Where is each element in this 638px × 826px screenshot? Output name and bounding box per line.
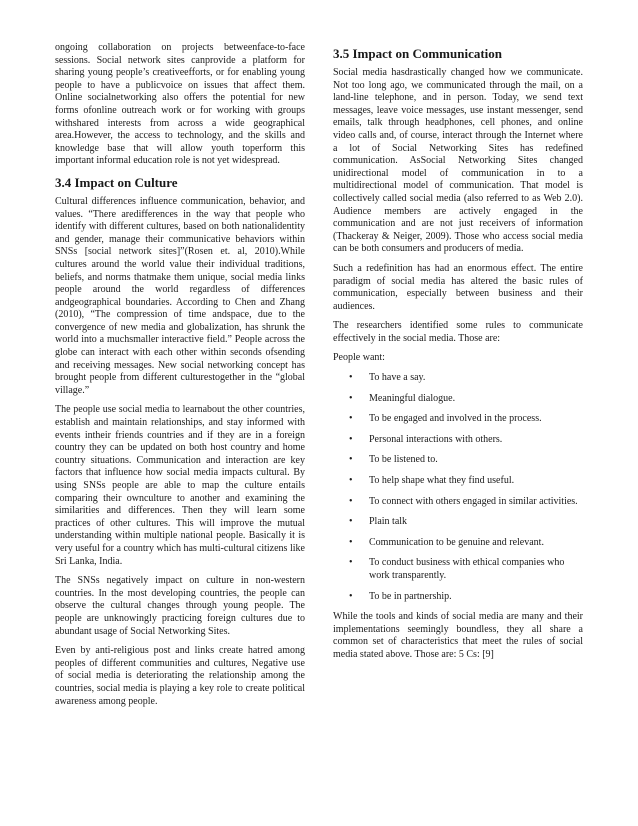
list-item-text: To connect with others engaged in similar activities. [369,495,578,507]
bullet-icon: • [349,372,353,384]
list-item [349,516,583,529]
paragraph-culture-3: The SNSs negatively impact on culture in non-western countries. In the most developing countries, the people can observe the cultural changes through young people. The people are unknowingly practicing foreign cultures due to abundant usage of Social Networking Sites. [55,575,305,637]
bullet-icon: • [349,590,353,602]
paragraph-culture-1: Cultural differences influence communication, behavior, and values. “There aredifferences in the way that people who identify with different cultures, based on both nationalidentity and gender, manage their communicative behaviors within SNSs [social network sites]”(Rosen et. al, 2010).While cultures around the world value their individual traditions, beliefs, and norms thatmake them unique, social media links people around the world regardless of differences andgeographical boundaries. According to Chen and Zhang (2010), “The compression of time andspace, due to the convergence of new media and globalization, has shrunk the world into a muchsmaller interactive field.” People across the globe can interact with each other within seconds ofsending and receiving messages. New social networking concept has brought people from different culturestogether in the “global village.” [55,195,305,396]
bullet-icon: • [349,433,353,445]
bullet-icon: • [349,413,353,425]
paragraph-culture-4: Even by anti-religious post and links create hatred among peoples of different communities and cultures, Negative use of social media is deteriorating the relationship among the countries, social media is playing a key role to create political awareness among people. [55,645,305,707]
left-column [55,42,305,715]
paragraph-communication-1: Social media hasdrastically changed how we communicate. Not too long ago, we communicated through the mail, on a land-line telephone, and in person. Today, we send text messages, leave voice messages, use instant messenger, send emails, talk through headphones, cell phones, and online video calls and, of course, interact through the Internet where a lot of Social Networking Sites has redefined communication. AsSocial Networking Sites changed unidirectional model of communication in to a multidirectional model of communication. That model is collectively called social media (also referred to as Web 2.0). Audience members are actively engaged in the communication and are not just receivers of information (Thackeray & Neiger, 2009). Those who access social media can be both consumers and producers of media. [333,67,583,255]
list-item-text: Meaningful dialogue. [369,392,456,404]
list-item-text: Personal interactions with others. [369,433,503,445]
list-item [349,372,583,385]
list-item-text: To be in partnership. [369,590,452,602]
bullet-icon: • [349,516,353,528]
bullet-icon: • [349,495,353,507]
list-item-text: Communication to be genuine and relevant. [369,536,544,548]
bullet-icon: • [349,392,353,404]
list-item-text: To be engaged and involved in the process. [369,413,542,425]
list-item [349,393,583,406]
paragraph-communication-3: The researchers identified some rules to communicate effectively in the social media. Those are: [333,320,583,344]
bullet-icon: • [349,557,353,569]
list-item [349,434,583,447]
people-want-label: People want: [333,352,385,364]
bullet-icon: • [349,536,353,548]
section-heading-impact-on-culture: 3.4 Impact on Culture [55,174,178,190]
paragraph-intro: ongoing collaboration on projects betweenface-to-face sessions. Social network sites canprovide a platform for sharing young people’s creativeefforts, or for enabling young people to have a publicvoice on issues that affect them. Online socialnetworking also offers the potential for new forms ofonline outreach work or for working with groups withshared interests from across a wide geographical area.However, the access to technology, and the skills and knowledge base that will allow youth toperform this important informal education role is not yet widespread. [55,42,305,167]
paragraph-culture-2: The people use social media to learnabout the other countries, establish and maintain relationships, and stay informed with events intheir friends countries and if they are in a foreign country they can be updated on both host country and home country situations. Communication and interaction are key factors that influence how social media impacts cultural. By using SNSs people are able to map the culture entails comparing their ownculture to another and examining the similarities and differences. Then they will learn some practices of other cultures. This will improve the mutual understanding within multiple national people. Basically it is very useful for a country which has multi-cultural citizens like Sri Lanka, India. [55,404,305,567]
section-heading-impact-on-communication: 3.5 Impact on Communication [333,46,503,61]
list-item [349,591,583,604]
list-item [349,454,583,467]
list-item-text: To be listened to. [369,454,438,466]
list-item [349,496,583,509]
list-item [349,475,583,488]
paragraph-communication-2: Such a redefinition has had an enormous effect. The entire paradigm of social media has altered the basic rules of communication, especially between business and their audiences. [333,262,583,312]
right-column [333,42,583,669]
list-item-text: To conduct business with ethical companies who work transparently. [369,557,565,581]
bullet-icon: • [349,475,353,487]
list-item [349,537,583,550]
bullet-icon: • [349,454,353,466]
list-item-text: To have a say. [369,372,426,384]
list-item-text: Plain talk [369,516,408,528]
list-item [349,413,583,426]
people-want-list [333,372,583,603]
list-item-text: To help shape what they find useful. [369,475,515,487]
paragraph-communication-4: While the tools and kinds of social media are many and their implementations seemingly boundless, they all share a common set of characteristics that meet the rules of social media stated above. Those are: 5 Cs: [9] [333,611,583,660]
list-item [349,557,583,582]
